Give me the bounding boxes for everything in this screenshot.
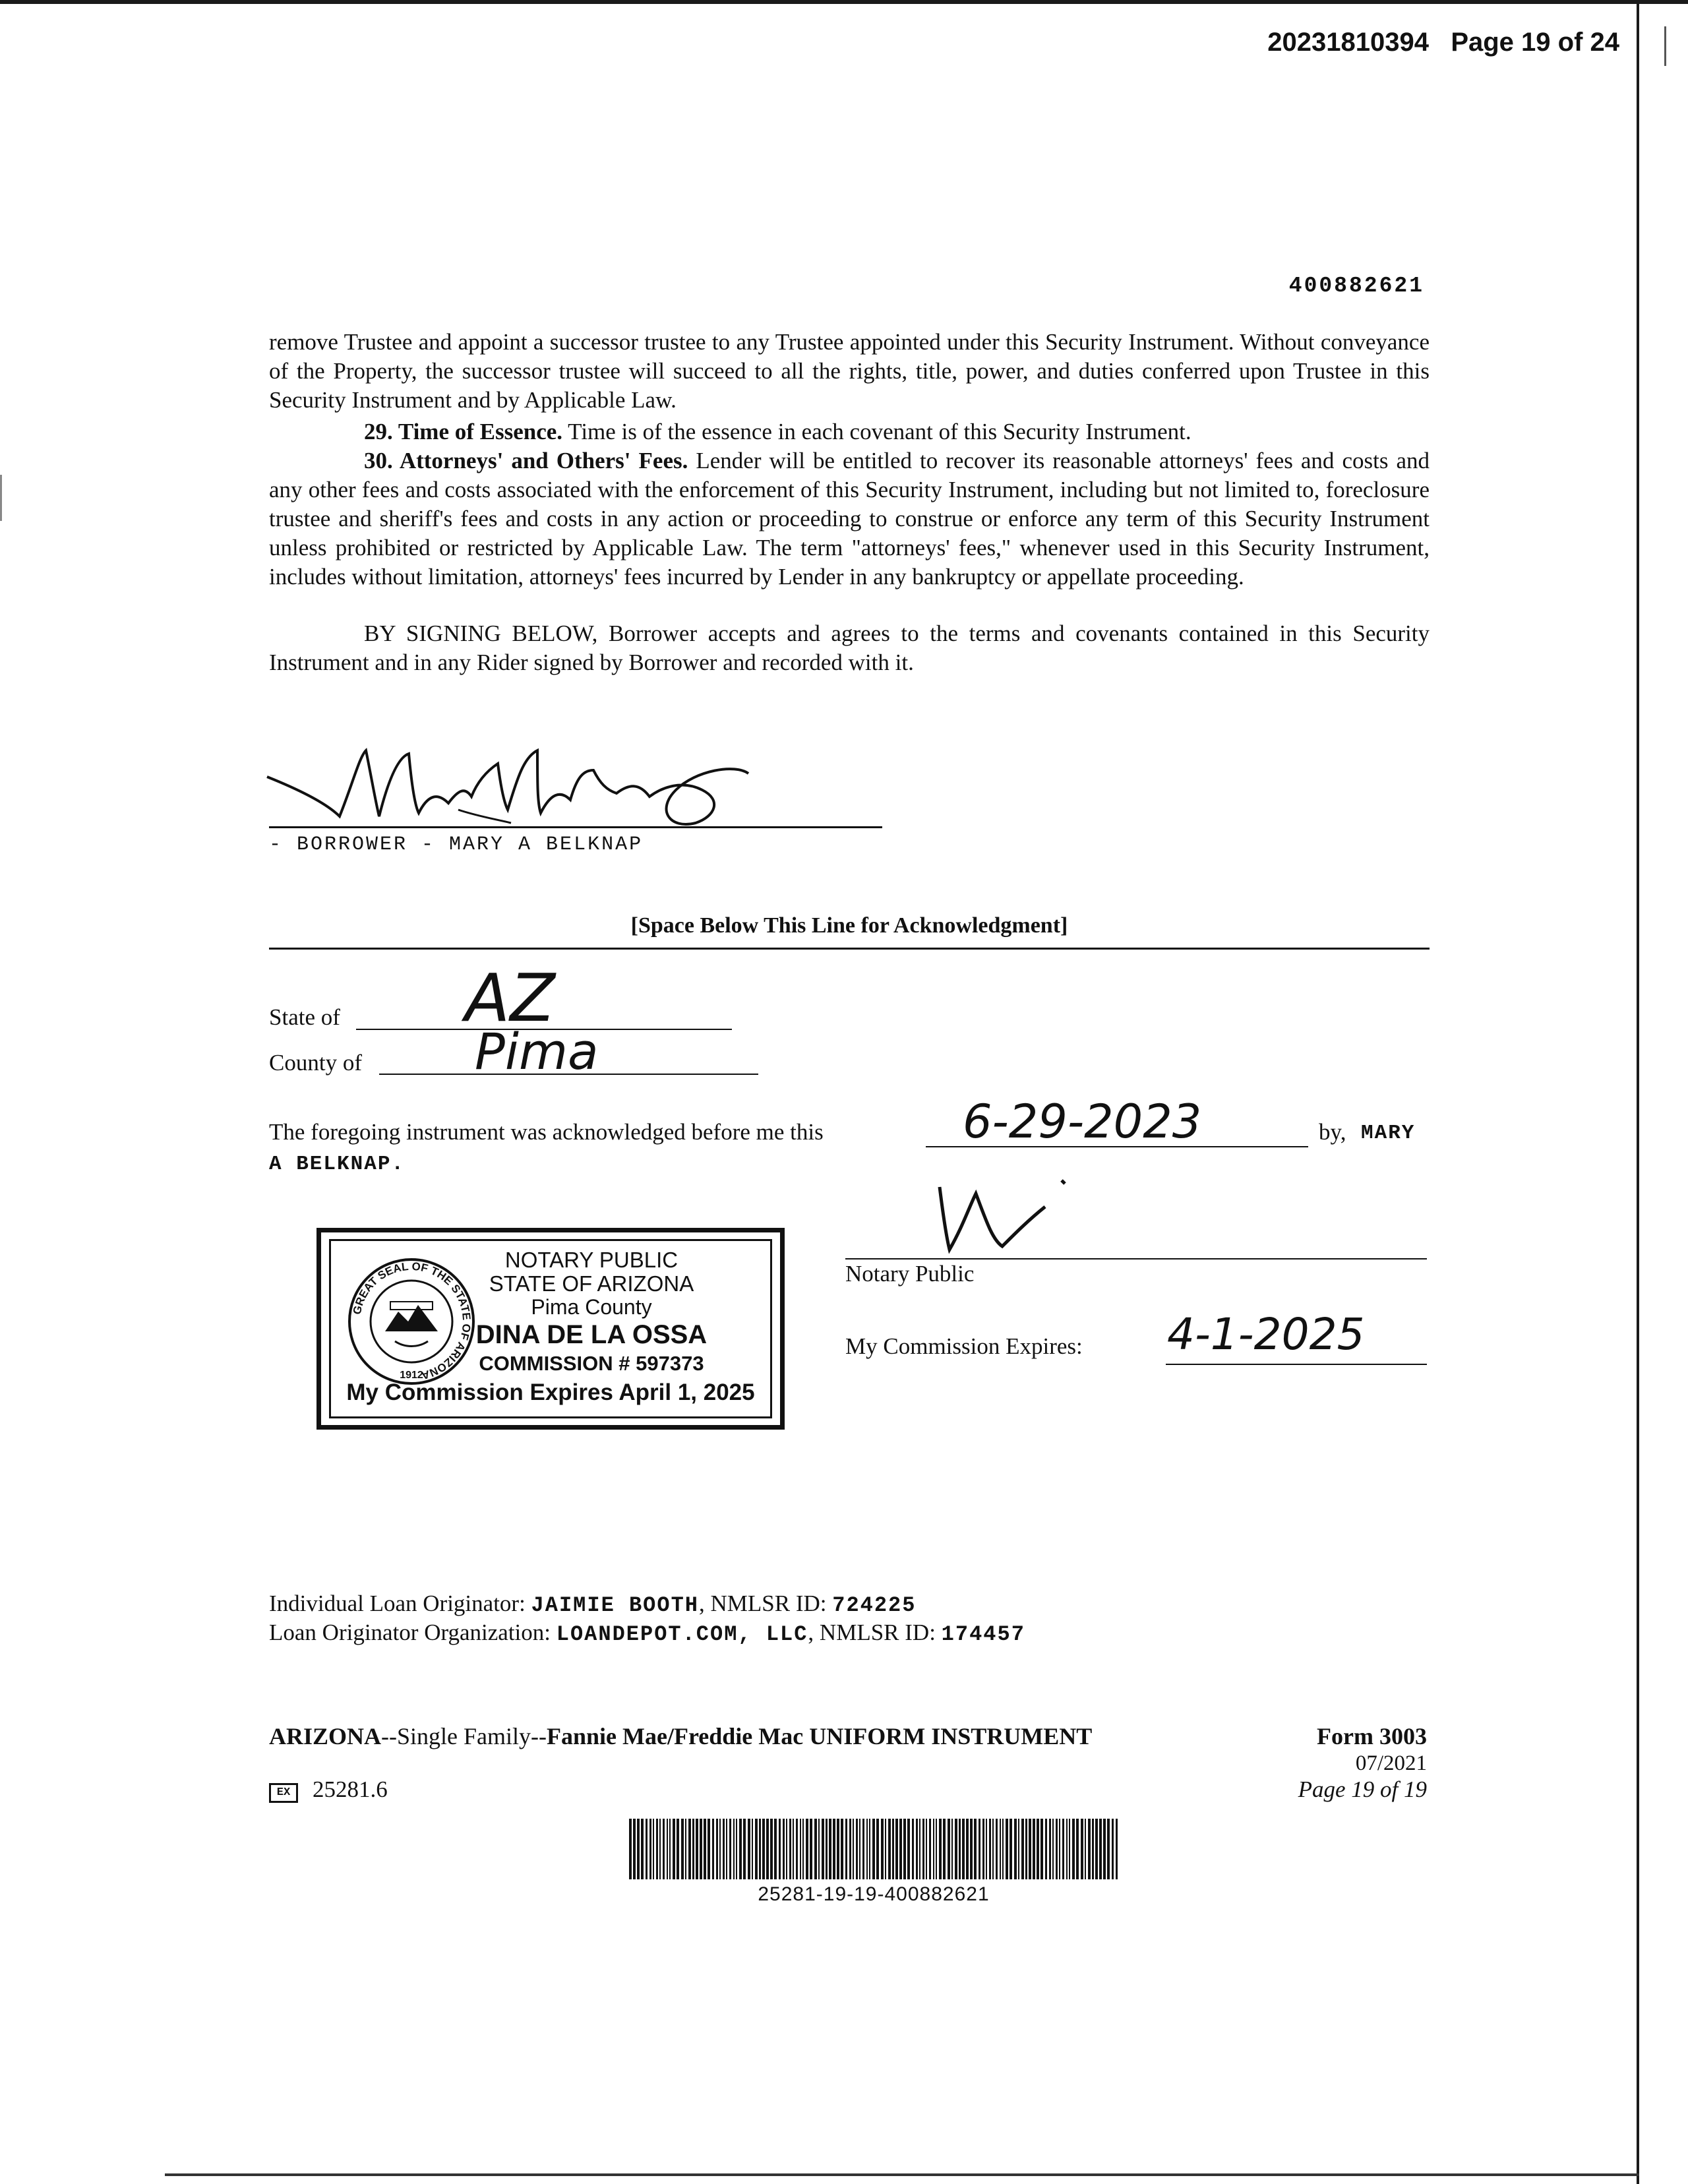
barcode-bar — [1029, 1819, 1031, 1879]
section-29 — [269, 417, 1430, 446]
barcode-bar — [1049, 1819, 1051, 1879]
section-30-heading: 30. Attorneys' and Others' Fees. — [364, 448, 688, 473]
barcode-bar — [856, 1819, 858, 1879]
barcode-bar — [948, 1819, 950, 1879]
barcode-bar — [841, 1819, 843, 1879]
notary-public-label: Notary Public — [845, 1261, 975, 1287]
barcode-bar — [673, 1819, 675, 1879]
section-29-heading: 29. Time of Essence. — [364, 419, 563, 444]
ex-badge-icon: EX — [269, 1783, 298, 1803]
footer-title — [269, 1722, 1092, 1750]
loan-number: 400882621 — [1288, 274, 1424, 298]
stamp-line-expires: My Commission Expires April 1, 2025 — [346, 1380, 755, 1405]
individual-nmlsr-id: 724225 — [832, 1593, 917, 1618]
barcode-bar — [992, 1819, 994, 1879]
barcode-bar — [692, 1819, 694, 1879]
barcode-bar — [708, 1819, 710, 1879]
barcode-bar — [653, 1819, 654, 1879]
barcode-bar — [959, 1819, 961, 1879]
org-originator-label: Loan Originator Organization: — [269, 1620, 557, 1645]
barcode-bar — [739, 1819, 742, 1879]
barcode-bar — [1056, 1819, 1058, 1879]
barcode-bar — [1000, 1819, 1001, 1879]
barcode-bar — [755, 1819, 758, 1879]
notary-stamp — [316, 1228, 785, 1430]
barcode-bar — [845, 1819, 847, 1879]
barcode-bar — [853, 1819, 854, 1879]
barcode-bar — [637, 1819, 640, 1879]
commission-expires-label: My Commission Expires: — [845, 1333, 1083, 1359]
barcode-bar — [1045, 1819, 1047, 1879]
barcode-bar — [783, 1819, 785, 1879]
barcode-bar — [696, 1819, 698, 1879]
stamp-line-county: Pima County — [531, 1295, 652, 1319]
stamp-line-notary-name: DINA DE LA OSSA — [475, 1320, 708, 1349]
barcode-bar — [779, 1819, 781, 1879]
barcode-bar — [800, 1819, 801, 1879]
county-handwritten: Pima — [475, 1022, 599, 1081]
barcode-bar — [810, 1819, 812, 1879]
barcode-bar — [796, 1819, 798, 1879]
barcode-bar — [876, 1819, 879, 1879]
seal-text: GREAT SEAL OF THE STATE OF ARIZONA — [350, 1259, 473, 1382]
barcode-number: 25281-19-19-400882621 — [758, 1883, 990, 1905]
barcode-bar — [1014, 1819, 1017, 1879]
barcode-bar — [814, 1819, 817, 1879]
acknowledged-name-part1: MARY — [1361, 1122, 1416, 1145]
barcode-bar — [736, 1819, 737, 1879]
org-nmlsr-id: 174457 — [941, 1622, 1025, 1647]
barcode-bar — [837, 1819, 839, 1879]
form-number: Form 3003 — [1317, 1723, 1427, 1749]
barcode-bar — [681, 1819, 684, 1879]
barcode-bar — [996, 1819, 998, 1879]
barcode-bar — [907, 1819, 910, 1879]
barcode-bar — [862, 1819, 864, 1879]
date-handwritten: 6-29-2023 — [963, 1095, 1202, 1149]
footer-title-state: ARIZONA — [269, 1723, 382, 1749]
barcode-bar — [929, 1819, 931, 1879]
barcode-bar — [943, 1819, 946, 1879]
state-handwritten: AZ — [465, 959, 555, 1037]
recording-header — [1267, 28, 1619, 57]
barcode-bar — [786, 1819, 787, 1879]
individual-loan-originator — [269, 1591, 916, 1618]
barcode-bar — [719, 1819, 721, 1879]
page-label: Page 19 of 24 — [1451, 28, 1619, 57]
barcode-bar — [1002, 1819, 1004, 1879]
barcode-bar — [1052, 1819, 1054, 1879]
barcode-bar — [888, 1819, 891, 1879]
acknowledgment-divider — [269, 948, 1430, 950]
barcode-bar — [1072, 1819, 1075, 1879]
barcode-bar — [1066, 1819, 1068, 1879]
state-label: State of — [269, 1004, 340, 1030]
barcode-bar — [762, 1819, 765, 1879]
scan-edge-right — [1637, 0, 1639, 2184]
stamp-line-commission: COMMISSION # 597373 — [479, 1352, 704, 1375]
barcode-bar — [1112, 1819, 1114, 1879]
barcode-bar — [685, 1819, 686, 1879]
barcode-bar — [729, 1819, 731, 1879]
barcode-bar — [951, 1819, 953, 1879]
barcode-bar — [1095, 1819, 1098, 1879]
barcode-bar — [872, 1819, 875, 1879]
scan-edge-bottom — [165, 2173, 1639, 2176]
org-originator-name: LOANDEPOT.COM, LLC — [556, 1622, 808, 1647]
barcode-bar — [712, 1819, 714, 1879]
barcode-bar — [885, 1819, 886, 1879]
form-date: 07/2021 — [1355, 1751, 1427, 1775]
barcode-bar — [903, 1819, 906, 1879]
barcode-bar — [849, 1819, 851, 1879]
barcode-bar — [1021, 1819, 1024, 1879]
barcode-bar — [806, 1819, 808, 1879]
barcode-bar — [1092, 1819, 1094, 1879]
barcode-bar — [1069, 1819, 1070, 1879]
borrower-signature-line — [269, 826, 882, 828]
barcode-bar — [700, 1819, 702, 1879]
individual-originator-name: JAIMIE BOOTH — [531, 1593, 699, 1618]
barcode-bar — [766, 1819, 769, 1879]
barcode-bar — [933, 1819, 934, 1879]
barcode-bar — [1040, 1819, 1043, 1879]
barcode-bar — [982, 1819, 984, 1879]
barcode-bar — [656, 1819, 658, 1879]
document-number: 20231810394 — [1267, 28, 1429, 57]
barcode-bar — [1076, 1819, 1079, 1879]
barcode-bar — [663, 1819, 665, 1879]
barcode-bar — [669, 1819, 671, 1879]
barcode-bar — [1088, 1819, 1091, 1879]
barcode-bar — [926, 1819, 927, 1879]
loan-originator-organization — [269, 1620, 1025, 1647]
barcode-bar — [1116, 1819, 1118, 1879]
barcode-bar — [793, 1819, 794, 1879]
footer-title-type: --Single Family-- — [381, 1723, 547, 1749]
signing-statement: BY SIGNING BELOW, Borrower accepts and agrees to the terms and covenants contained in this Security Instrument and in any Rider signed by Borrower and recorded with it. — [269, 621, 1430, 675]
barcode-bar — [770, 1819, 773, 1879]
barcode-bar — [1081, 1819, 1083, 1879]
barcode-bar — [752, 1819, 753, 1879]
scan-mark — [1664, 26, 1666, 66]
barcode — [626, 1819, 1121, 1879]
county-label: County of — [269, 1050, 362, 1076]
borrower-name-label: - BORROWER - MARY A BELKNAP — [269, 834, 644, 856]
barcode-bar — [659, 1819, 661, 1879]
barcode-bar — [822, 1819, 824, 1879]
individual-originator-label: Individual Loan Originator: — [269, 1591, 531, 1616]
barcode-bar — [716, 1819, 718, 1879]
barcode-bar — [774, 1819, 777, 1879]
section-30-text: Lender will be entitled to recover its reasonable attorneys' fees and costs and any other fees and costs associated with the enforcement of this Security Instrument, including but not limited to, foreclosure trustee and sheriff's fees and costs in any action or proceeding to construe or enforce any term of this Security Instrument unless prohibited or restricted by Applicable Law. The term "attorneys' fees," whenever used in this Security Instrument, includes without limitation, attorneys' fees incurred by Lender in any bankruptcy or appellate proceeding. — [269, 448, 1430, 590]
barcode-bar — [818, 1819, 820, 1879]
barcode-bar — [833, 1819, 835, 1879]
stamp-line-notary-public: NOTARY PUBLIC — [504, 1248, 678, 1272]
footer-title-instrument: Fannie Mae/Freddie Mac UNIFORM INSTRUMENT — [546, 1723, 1093, 1749]
by-label: by, — [1319, 1119, 1346, 1145]
barcode-bar — [646, 1819, 648, 1879]
seal-year: 1912 — [400, 1370, 423, 1381]
barcode-bar — [895, 1819, 898, 1879]
barcode-bar — [936, 1819, 937, 1879]
notary-signature-line — [845, 1258, 1427, 1259]
section-30 — [269, 446, 1430, 592]
barcode-bar — [966, 1819, 969, 1879]
barcode-bar — [892, 1819, 894, 1879]
barcode-bar — [974, 1819, 977, 1879]
stamp-line-state: STATE OF ARIZONA — [489, 1271, 694, 1296]
foregoing-text: The foregoing instrument was acknowledged before me this — [269, 1119, 824, 1145]
barcode-bar — [1085, 1819, 1086, 1879]
barcode-bar — [970, 1819, 973, 1879]
barcode-bar — [633, 1819, 636, 1879]
section-29-text: Time is of the essence in each covenant of this Security Instrument. — [562, 419, 1191, 444]
barcode-bar — [723, 1819, 725, 1879]
notary-stamp-inner-border — [329, 1239, 772, 1418]
barcode-bar — [641, 1819, 644, 1879]
barcode-bar — [826, 1819, 828, 1879]
barcode-bar — [881, 1819, 884, 1879]
barcode-bar — [677, 1819, 679, 1879]
barcode-bar — [1025, 1819, 1027, 1879]
org-nmlsr-label: , NMLSR ID: — [808, 1620, 942, 1645]
individual-nmlsr-label: , NMLSR ID: — [698, 1591, 833, 1616]
paragraph-continued: remove Trustee and appoint a successor trustee to any Trustee appointed under this Security Instrument. Without conveyance of the Property, the successor trustee will succeed to all the rights, title, power, and duties conferred upon Trustee in this Security Instrument and by Applicable Law. — [269, 329, 1430, 413]
barcode-bar — [1107, 1819, 1110, 1879]
barcode-bar — [733, 1819, 735, 1879]
scan-edge-top — [0, 0, 1688, 4]
acknowledgment-title: [Space Below This Line for Acknowledgment] — [630, 913, 1068, 938]
barcode-bar — [743, 1819, 746, 1879]
body-text — [269, 328, 1430, 677]
barcode-bar — [649, 1819, 651, 1879]
barcode-bar — [869, 1819, 870, 1879]
barcode-bar — [866, 1819, 868, 1879]
barcode-bar — [1006, 1819, 1008, 1879]
barcode-bar — [688, 1819, 691, 1879]
barcode-bar — [704, 1819, 706, 1879]
barcode-bar — [726, 1819, 727, 1879]
doc-code: 25281.6 — [313, 1776, 388, 1802]
barcode-bar — [1033, 1819, 1035, 1879]
form-page-of: Page 19 of 19 — [1298, 1776, 1427, 1802]
commission-fill-line — [1166, 1364, 1427, 1365]
barcode-bar — [1103, 1819, 1106, 1879]
barcode-bar — [789, 1819, 791, 1879]
acknowledged-name-part2: A BELKNAP. — [269, 1153, 406, 1176]
barcode-bar — [667, 1819, 668, 1879]
barcode-bar — [922, 1819, 924, 1879]
barcode-bar — [759, 1819, 761, 1879]
scan-mark-left — [0, 475, 2, 521]
barcode-bar — [859, 1819, 860, 1879]
barcode-bar — [919, 1819, 920, 1879]
barcode-bar — [989, 1819, 991, 1879]
notary-signature — [930, 1174, 1167, 1259]
barcode-bar — [916, 1819, 918, 1879]
barcode-bar — [1062, 1819, 1064, 1879]
barcode-bar — [1010, 1819, 1012, 1879]
barcode-bar — [979, 1819, 980, 1879]
barcode-bar — [986, 1819, 987, 1879]
barcode-bar — [1099, 1819, 1102, 1879]
barcode-bar — [899, 1819, 902, 1879]
barcode-bar — [1018, 1819, 1019, 1879]
barcode-bar — [629, 1819, 632, 1879]
barcode-bar — [962, 1819, 965, 1879]
barcode-bar — [802, 1819, 804, 1879]
barcode-bar — [829, 1819, 831, 1879]
barcode-bar — [939, 1819, 942, 1879]
barcode-bar — [1037, 1819, 1039, 1879]
barcode-bar — [955, 1819, 957, 1879]
barcode-bar — [1059, 1819, 1060, 1879]
commission-handwritten: 4-1-2025 — [1167, 1309, 1365, 1360]
barcode-bar — [748, 1819, 750, 1879]
barcode-bar — [912, 1819, 914, 1879]
